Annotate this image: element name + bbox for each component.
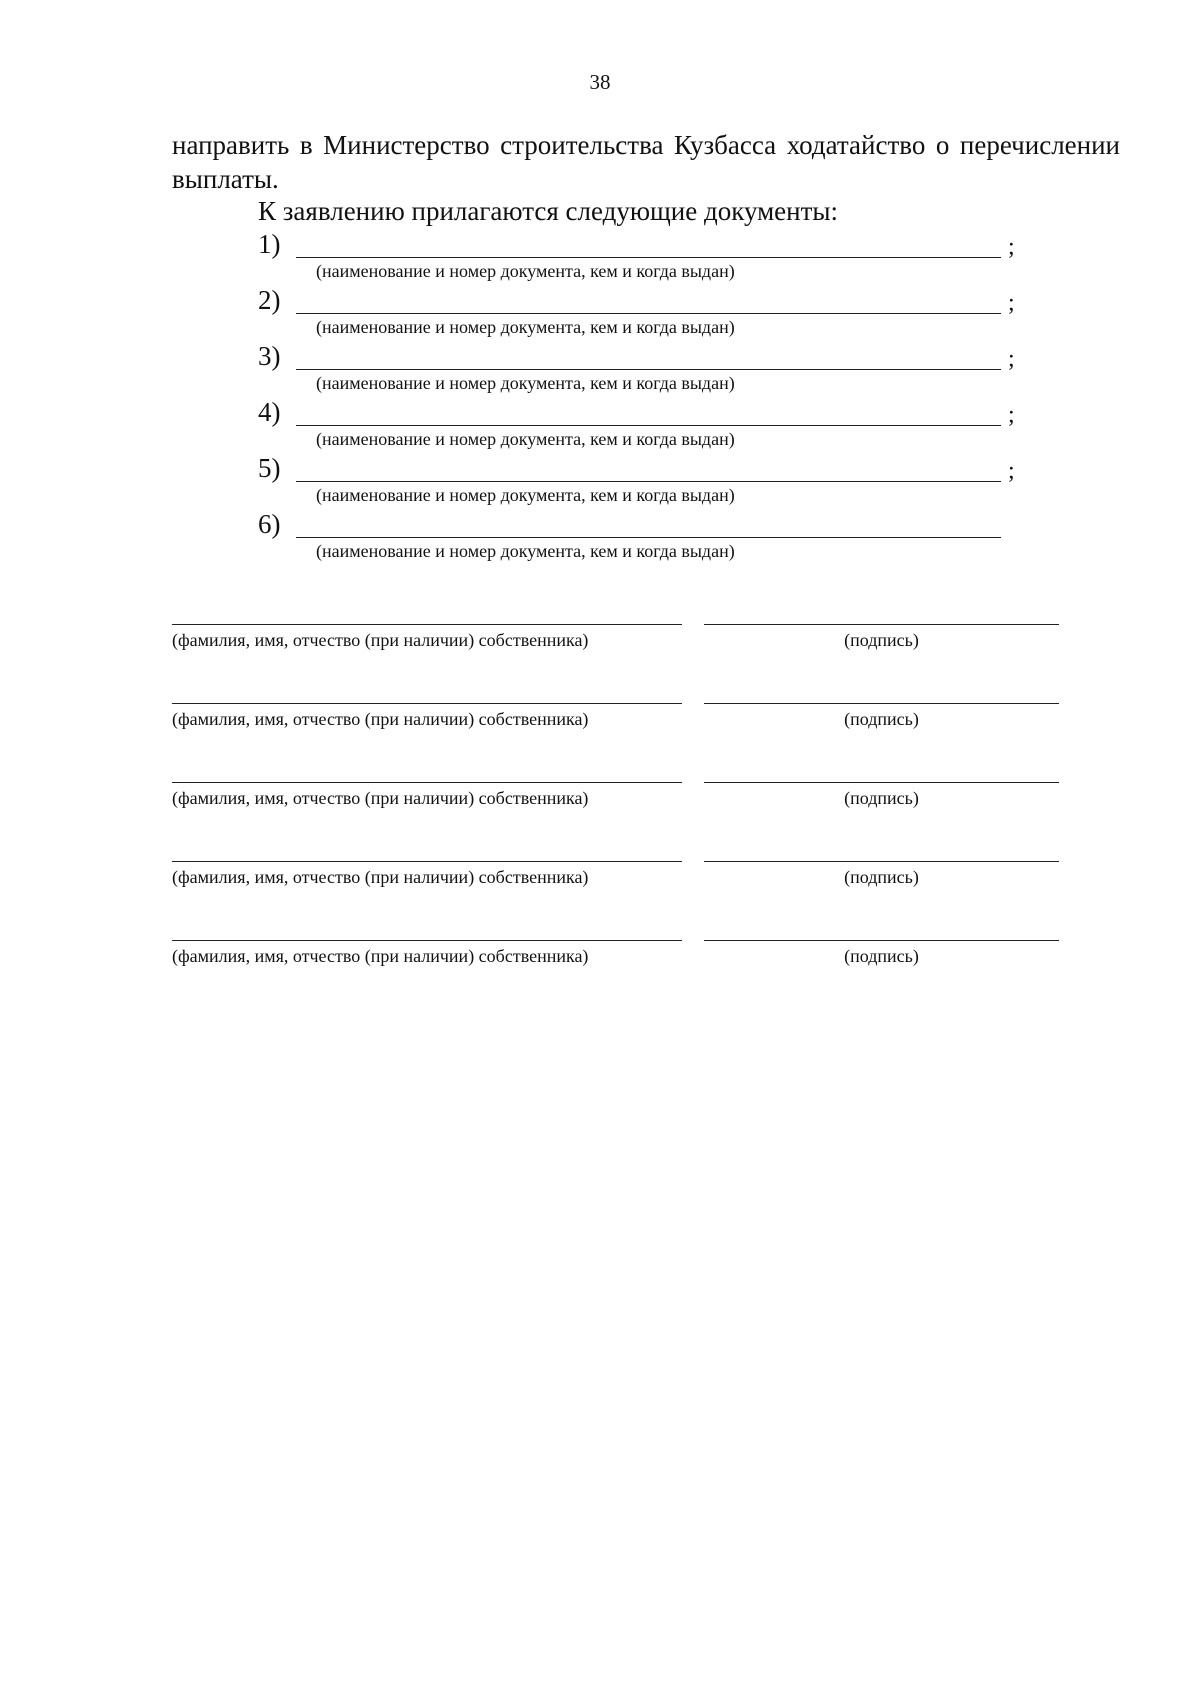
owner-name-line[interactable] <box>172 940 682 941</box>
owner-name-caption: (фамилия, имя, отчество (при наличии) собственника) <box>172 788 589 808</box>
document-number: 1) <box>258 229 281 259</box>
document-semicolon: ; <box>1008 234 1015 260</box>
signature-caption: (подпись) <box>844 709 919 729</box>
owner-name-line[interactable] <box>172 782 682 783</box>
document-item-6 <box>258 509 1038 565</box>
owner-name-line[interactable] <box>172 703 682 704</box>
owner-name-caption: (фамилия, имя, отчество (при наличии) собственника) <box>172 867 589 887</box>
owner-name-line[interactable] <box>172 624 682 625</box>
document-semicolon: ; <box>1008 458 1015 484</box>
owner-name-caption: (фамилия, имя, отчество (при наличии) собственника) <box>172 946 589 966</box>
document-fill-line[interactable] <box>296 425 1001 426</box>
document-caption: (наименование и номер документа, кем и когда выдан) <box>316 541 735 561</box>
document-fill-line[interactable] <box>296 481 1001 482</box>
document-caption: (наименование и номер документа, кем и когда выдан) <box>316 261 735 281</box>
document-item-3 <box>258 341 1038 397</box>
owner-name-caption: (фамилия, имя, отчество (при наличии) собственника) <box>172 630 589 650</box>
owner-name-caption: (фамилия, имя, отчество (при наличии) собственника) <box>172 709 589 729</box>
document-item-5 <box>258 453 1038 509</box>
signature-row-3 <box>172 782 1060 822</box>
signature-line[interactable] <box>704 703 1059 704</box>
signature-line[interactable] <box>704 940 1059 941</box>
page-number: 38 <box>589 70 611 94</box>
signature-row-2 <box>172 703 1060 743</box>
document-fill-line[interactable] <box>296 257 1001 258</box>
document-number: 6) <box>258 509 281 539</box>
signature-row-5 <box>172 940 1060 980</box>
document-item-1 <box>258 229 1038 285</box>
document-caption: (наименование и номер документа, кем и когда выдан) <box>316 317 735 337</box>
signature-row-4 <box>172 861 1060 901</box>
document-caption: (наименование и номер документа, кем и когда выдан) <box>316 485 735 505</box>
document-caption: (наименование и номер документа, кем и когда выдан) <box>316 373 735 393</box>
document-fill-line[interactable] <box>296 369 1001 370</box>
signature-line[interactable] <box>704 861 1059 862</box>
document-semicolon: ; <box>1008 346 1015 372</box>
document-number: 2) <box>258 285 281 315</box>
document-semicolon: ; <box>1008 402 1015 428</box>
signature-caption: (подпись) <box>844 630 919 650</box>
document-number: 3) <box>258 341 281 371</box>
document-item-2 <box>258 285 1038 341</box>
document-semicolon: ; <box>1008 290 1015 316</box>
signature-row-1 <box>172 624 1060 664</box>
document-number: 5) <box>258 453 281 483</box>
document-fill-line[interactable] <box>296 537 1001 538</box>
owner-name-line[interactable] <box>172 861 682 862</box>
signature-caption: (подпись) <box>844 867 919 887</box>
signature-line[interactable] <box>704 782 1059 783</box>
document-number: 4) <box>258 397 281 427</box>
signature-caption: (подпись) <box>844 788 919 808</box>
signature-line[interactable] <box>704 624 1059 625</box>
attachments-intro: К заявлению прилагаются следующие документы: <box>258 196 839 226</box>
signature-caption: (подпись) <box>844 946 919 966</box>
document-item-4 <box>258 397 1038 453</box>
document-fill-line[interactable] <box>296 313 1001 314</box>
paragraph-continuation: направить в Министерство строительства Кузбасса ходатайство о перечислении выплаты. <box>172 130 1120 194</box>
document-caption: (наименование и номер документа, кем и когда выдан) <box>316 429 735 449</box>
